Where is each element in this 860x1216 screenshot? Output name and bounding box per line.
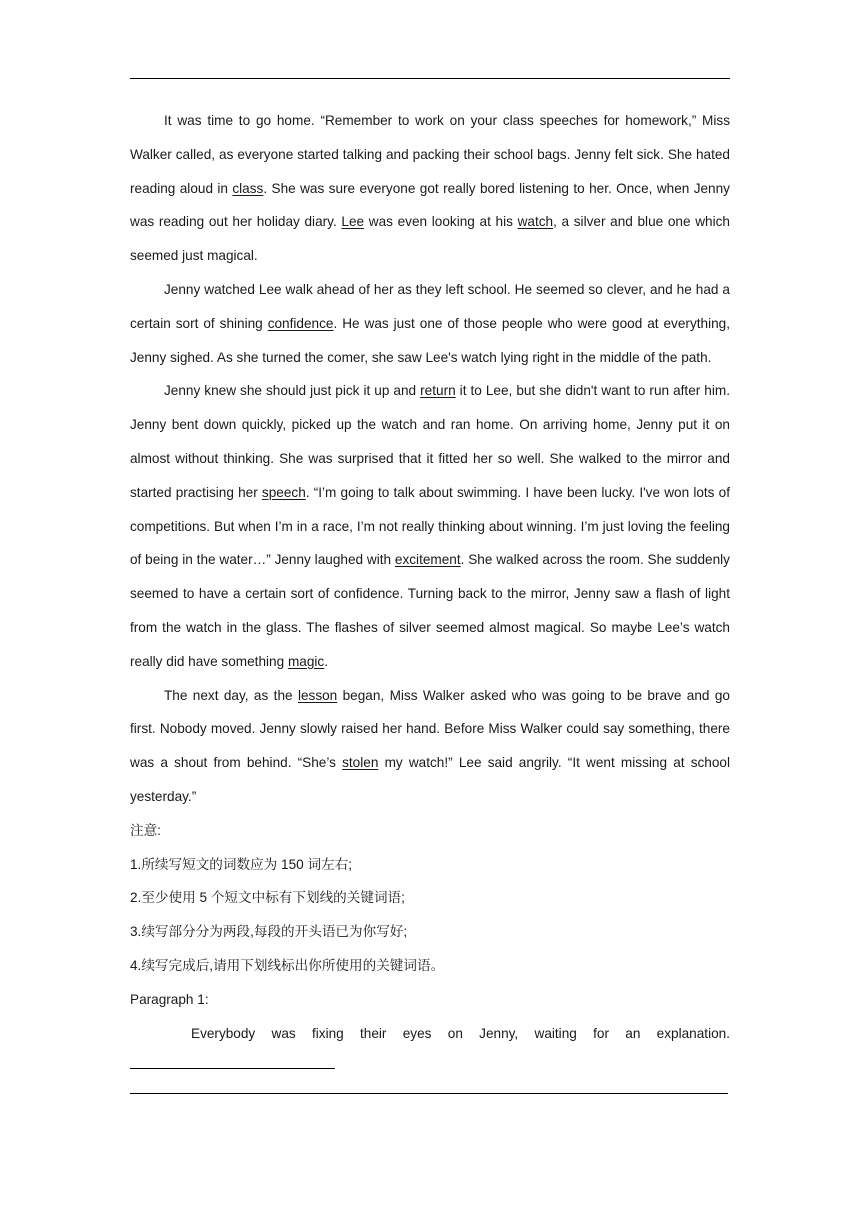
story-paragraph-3 [130, 374, 730, 678]
text-run: . She was sure everyone got really bored listening to her. Once, when Jenny was reading out her holiday diary. [130, 180, 730, 230]
keyword-confidence: confidence [267, 315, 334, 331]
answer-blank-line [130, 1093, 728, 1094]
text-run: , a silver and blue one which seemed just magical. [130, 214, 730, 264]
keyword-class: class [232, 180, 264, 196]
keyword-lee: Lee [341, 214, 365, 230]
header-rule [130, 78, 730, 79]
text-run: my watch!” Lee said angrily. “It went missing at school yesterday.” [130, 755, 730, 804]
story-paragraph-1 [130, 104, 730, 273]
text-run: It was time to go home. “Remember to work on your class speeches for homework,” Miss Walker called, as everyone started talking and packing their school bags. Jenny felt sick. She hated reading aloud in [130, 113, 730, 196]
text-run: . [324, 653, 328, 669]
text-run: began, Miss Walker asked who was going to be brave and go first. Nobody moved. Jenny slowly raised her hand. Before Miss Walker could say something, there was a shout from behind. “She’s [130, 687, 730, 771]
text-run: it to Lee, but she didn't want to run after him. Jenny bent down quickly, picked up the watch and ran home. On arriving home, Jenny put it on almost without thinking. She was surprised that it fitted her so well. She walked to the mirror and started practising her [130, 383, 730, 500]
note-item: 2.至少使用 5 个短文中标有下划线的关键词语; [130, 890, 405, 906]
keyword-magic: magic [287, 653, 325, 669]
keyword-watch: watch [517, 214, 554, 230]
keyword-stolen: stolen [342, 755, 379, 771]
text-run: was even looking at his [364, 214, 518, 230]
story-paragraph-4 [130, 679, 730, 814]
paragraph1-label: Paragraph 1: [130, 991, 209, 1007]
document-body [130, 104, 730, 1094]
keyword-excitement: excitement [394, 552, 461, 568]
notes-heading: 注意: [130, 822, 161, 838]
answer-blank-line [130, 1058, 335, 1069]
note-item: 1.所续写短文的词数应为 150 词左右; [130, 856, 353, 872]
paragraph1-opening: Everybody was fixing their eyes on Jenny, waiting for an explanation. [191, 1025, 730, 1041]
text-run: . She walked across the room. She suddenly seemed to have a certain sort of confidence. Turning back to the mirror, Jenny saw a flash of light from the watch in the glass. The flashes of silver seemed almost magical. So maybe Lee’s watch really did have something [130, 552, 730, 669]
text-run: . “I’m going to talk about swimming. I have been lucky. I've won lots of competitions. But when I’m in a race, I’m not really thinking about winning. I’m just loving the feeling of being in the water…” Jenny laughed with [130, 484, 730, 568]
keyword-lesson: lesson [297, 687, 338, 703]
note-item: 3.续写部分分为两段,每段的开头语已为你写好; [130, 924, 408, 940]
text-run: Jenny knew she should just pick it up and [164, 383, 421, 399]
keyword-return: return [420, 383, 456, 399]
text-run: . He was just one of those people who were good at everything, Jenny sighed. As she turned the comer, she saw Lee's watch lying right in the middle of the path. [130, 315, 730, 365]
story-paragraph-2 [130, 273, 730, 374]
keyword-speech: speech [261, 484, 306, 500]
note-item: 4.续写完成后,请用下划线标出你所使用的关键词语。 [130, 957, 445, 973]
text-run: Jenny watched Lee walk ahead of her as they left school. He seemed so clever, and he had a certain sort of shining [130, 281, 730, 331]
text-run: The next day, as the [164, 687, 298, 703]
